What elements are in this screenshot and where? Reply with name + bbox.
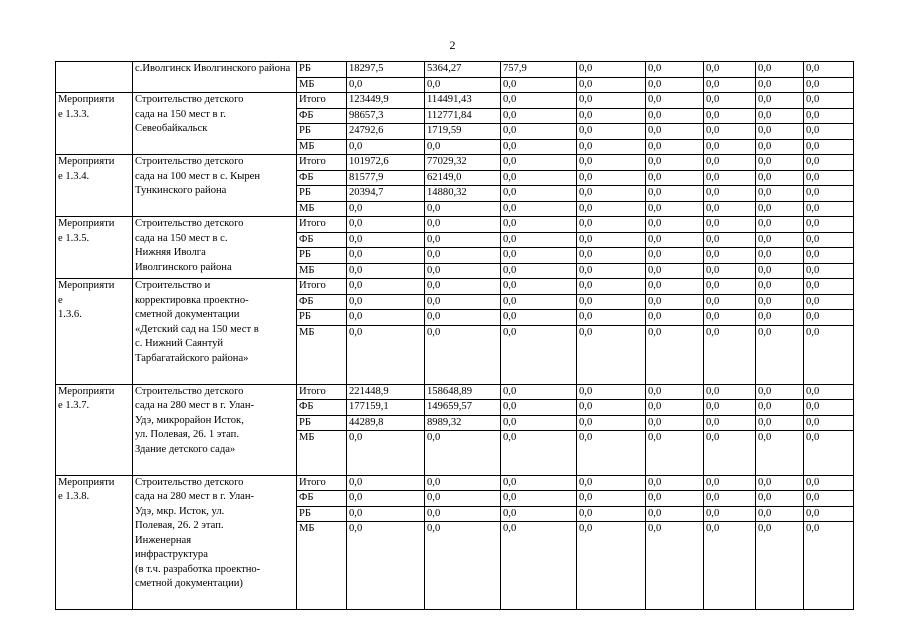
table-body (56, 62, 854, 610)
measure-description: Строительство детского сада на 150 мест в г. Севеобайкальск (133, 93, 297, 155)
value-cell: 0,0 (646, 139, 704, 155)
value-cell: 0,0 (577, 384, 646, 400)
budget-type: Итого (297, 217, 347, 233)
value-cell: 0,0 (804, 108, 854, 124)
value-cell: 0,0 (704, 415, 756, 431)
measure-label: Мероприяти е 1.3.4. (56, 155, 133, 217)
value-cell: 0,0 (646, 294, 704, 310)
financing-table (55, 61, 854, 610)
value-cell: 14880,32 (425, 186, 501, 202)
value-cell: 0,0 (804, 279, 854, 295)
value-cell: 0,0 (577, 506, 646, 522)
table-row (56, 155, 854, 171)
value-cell: 0,0 (501, 155, 577, 171)
value-cell: 0,0 (756, 170, 804, 186)
value-cell: 0,0 (756, 294, 804, 310)
budget-type: ФБ (297, 170, 347, 186)
value-cell: 0,0 (577, 201, 646, 217)
value-cell: 0,0 (756, 279, 804, 295)
budget-type: РБ (297, 506, 347, 522)
value-cell: 101972,6 (347, 155, 425, 171)
value-cell: 0,0 (501, 506, 577, 522)
value-cell: 0,0 (347, 263, 425, 279)
value-cell: 0,0 (756, 400, 804, 416)
value-cell: 0,0 (501, 186, 577, 202)
value-cell: 0,0 (425, 279, 501, 295)
value-cell: 0,0 (804, 506, 854, 522)
budget-type: Итого (297, 155, 347, 171)
table-row (56, 93, 854, 109)
value-cell: 0,0 (646, 263, 704, 279)
value-cell: 0,0 (704, 400, 756, 416)
value-cell: 0,0 (646, 522, 704, 610)
measure-label: Мероприяти е 1.3.7. (56, 384, 133, 475)
value-cell: 123449,9 (347, 93, 425, 109)
budget-type: РБ (297, 124, 347, 140)
value-cell: 0,0 (425, 431, 501, 476)
value-cell: 0,0 (756, 263, 804, 279)
value-cell: 0,0 (804, 155, 854, 171)
value-cell: 0,0 (425, 77, 501, 93)
value-cell: 0,0 (425, 139, 501, 155)
table-row (56, 384, 854, 400)
budget-type: ФБ (297, 232, 347, 248)
value-cell: 0,0 (804, 170, 854, 186)
value-cell: 0,0 (756, 475, 804, 491)
value-cell: 0,0 (704, 77, 756, 93)
value-cell: 0,0 (501, 400, 577, 416)
value-cell: 0,0 (756, 139, 804, 155)
value-cell: 112771,84 (425, 108, 501, 124)
value-cell: 8989,32 (425, 415, 501, 431)
budget-type: Итого (297, 93, 347, 109)
measure-description: Строительство детского сада на 280 мест в г. Улан- Удэ, мкр. Исток, ул. Полевая, 26. 2 этап. Инженерная инфраструктура (в т.ч. разработка проектно- сметной документации) (133, 475, 297, 610)
value-cell: 0,0 (756, 248, 804, 264)
value-cell: 0,0 (501, 93, 577, 109)
value-cell: 0,0 (804, 201, 854, 217)
value-cell: 0,0 (425, 232, 501, 248)
value-cell: 0,0 (804, 294, 854, 310)
value-cell: 0,0 (704, 310, 756, 326)
value-cell: 0,0 (756, 62, 804, 78)
value-cell: 0,0 (646, 491, 704, 507)
value-cell: 0,0 (756, 217, 804, 233)
value-cell: 0,0 (756, 415, 804, 431)
value-cell: 0,0 (577, 108, 646, 124)
value-cell: 0,0 (501, 415, 577, 431)
budget-type: Итого (297, 384, 347, 400)
value-cell: 0,0 (804, 263, 854, 279)
value-cell: 0,0 (347, 491, 425, 507)
value-cell: 0,0 (501, 279, 577, 295)
value-cell: 0,0 (704, 155, 756, 171)
value-cell: 0,0 (756, 506, 804, 522)
value-cell: 0,0 (646, 325, 704, 384)
value-cell: 0,0 (501, 217, 577, 233)
value-cell: 1719,59 (425, 124, 501, 140)
value-cell: 0,0 (756, 108, 804, 124)
value-cell: 0,0 (646, 124, 704, 140)
value-cell: 0,0 (577, 400, 646, 416)
value-cell: 0,0 (646, 475, 704, 491)
value-cell: 0,0 (577, 217, 646, 233)
budget-type: РБ (297, 415, 347, 431)
value-cell: 77029,32 (425, 155, 501, 171)
value-cell: 0,0 (756, 186, 804, 202)
value-cell: 0,0 (646, 415, 704, 431)
value-cell: 0,0 (577, 431, 646, 476)
value-cell: 0,0 (804, 522, 854, 610)
page-number: 2 (449, 38, 456, 52)
value-cell: 0,0 (704, 279, 756, 295)
value-cell: 0,0 (646, 93, 704, 109)
value-cell: 0,0 (501, 294, 577, 310)
value-cell: 0,0 (501, 232, 577, 248)
value-cell: 0,0 (425, 294, 501, 310)
value-cell: 0,0 (756, 431, 804, 476)
budget-type: Итого (297, 279, 347, 295)
value-cell: 0,0 (704, 294, 756, 310)
value-cell: 0,0 (646, 384, 704, 400)
value-cell: 0,0 (704, 62, 756, 78)
value-cell: 149659,57 (425, 400, 501, 416)
value-cell: 0,0 (347, 475, 425, 491)
value-cell: 81577,9 (347, 170, 425, 186)
value-cell: 0,0 (804, 93, 854, 109)
value-cell: 0,0 (704, 186, 756, 202)
value-cell: 0,0 (501, 108, 577, 124)
value-cell: 44289,8 (347, 415, 425, 431)
value-cell: 0,0 (704, 263, 756, 279)
value-cell: 757,9 (501, 62, 577, 78)
value-cell: 0,0 (347, 248, 425, 264)
value-cell: 0,0 (804, 400, 854, 416)
budget-type: МБ (297, 325, 347, 384)
value-cell: 0,0 (646, 279, 704, 295)
value-cell: 0,0 (804, 384, 854, 400)
value-cell: 0,0 (501, 491, 577, 507)
value-cell: 0,0 (577, 415, 646, 431)
value-cell: 0,0 (577, 186, 646, 202)
value-cell: 0,0 (577, 475, 646, 491)
value-cell: 0,0 (425, 248, 501, 264)
table-row (56, 62, 854, 78)
budget-type: Итого (297, 475, 347, 491)
value-cell: 0,0 (646, 186, 704, 202)
value-cell: 0,0 (347, 139, 425, 155)
value-cell: 0,0 (704, 506, 756, 522)
value-cell: 0,0 (756, 77, 804, 93)
budget-type: ФБ (297, 400, 347, 416)
value-cell: 0,0 (646, 108, 704, 124)
value-cell: 0,0 (704, 201, 756, 217)
value-cell: 0,0 (577, 248, 646, 264)
value-cell: 0,0 (577, 93, 646, 109)
table-row (56, 279, 854, 295)
measure-description: Строительство и корректировка проектно- сметной документации «Детский сад на 150 мест в с. Нижний Саянтуй Тарбагатайского района» (133, 279, 297, 385)
value-cell: 0,0 (577, 294, 646, 310)
value-cell: 0,0 (704, 475, 756, 491)
value-cell: 0,0 (756, 522, 804, 610)
value-cell: 0,0 (347, 506, 425, 522)
value-cell: 0,0 (577, 310, 646, 326)
value-cell: 0,0 (756, 310, 804, 326)
value-cell: 0,0 (646, 232, 704, 248)
budget-type: МБ (297, 431, 347, 476)
value-cell: 0,0 (704, 170, 756, 186)
value-cell: 0,0 (577, 139, 646, 155)
budget-type: ФБ (297, 294, 347, 310)
measure-description: с.Иволгинск Иволгинского района (133, 62, 297, 93)
value-cell: 0,0 (704, 248, 756, 264)
value-cell: 0,0 (704, 232, 756, 248)
value-cell: 0,0 (646, 248, 704, 264)
value-cell: 0,0 (347, 217, 425, 233)
value-cell: 0,0 (804, 248, 854, 264)
value-cell: 0,0 (425, 491, 501, 507)
value-cell: 0,0 (425, 201, 501, 217)
value-cell: 0,0 (501, 124, 577, 140)
budget-type: РБ (297, 186, 347, 202)
value-cell: 62149,0 (425, 170, 501, 186)
value-cell: 0,0 (501, 310, 577, 326)
value-cell: 0,0 (347, 294, 425, 310)
table-row (56, 217, 854, 233)
budget-type: РБ (297, 310, 347, 326)
value-cell: 0,0 (704, 93, 756, 109)
value-cell: 0,0 (501, 384, 577, 400)
value-cell: 0,0 (577, 124, 646, 140)
value-cell: 0,0 (501, 325, 577, 384)
value-cell: 0,0 (646, 170, 704, 186)
budget-type: РБ (297, 62, 347, 78)
value-cell: 0,0 (577, 325, 646, 384)
measure-label (56, 62, 133, 93)
value-cell: 0,0 (804, 232, 854, 248)
value-cell: 0,0 (577, 232, 646, 248)
value-cell: 0,0 (756, 491, 804, 507)
measure-label: Мероприяти е 1.3.8. (56, 475, 133, 610)
value-cell: 0,0 (756, 384, 804, 400)
value-cell: 98657,3 (347, 108, 425, 124)
value-cell: 0,0 (425, 310, 501, 326)
measure-description: Строительство детского сада на 280 мест в г. Улан- Удэ, микрорайон Исток, ул. Полевая, 26. 1 этап. Здание детского сада» (133, 384, 297, 475)
value-cell: 0,0 (804, 431, 854, 476)
value-cell: 0,0 (347, 77, 425, 93)
value-cell: 221448,9 (347, 384, 425, 400)
value-cell: 24792,6 (347, 124, 425, 140)
value-cell: 0,0 (756, 93, 804, 109)
value-cell: 0,0 (501, 139, 577, 155)
measure-description: Строительство детского сада на 100 мест в с. Кырен Тункинского района (133, 155, 297, 217)
value-cell: 0,0 (425, 325, 501, 384)
value-cell: 0,0 (347, 201, 425, 217)
value-cell: 0,0 (347, 232, 425, 248)
value-cell: 0,0 (804, 491, 854, 507)
budget-type: РБ (297, 248, 347, 264)
value-cell: 0,0 (646, 201, 704, 217)
value-cell: 0,0 (646, 506, 704, 522)
value-cell: 0,0 (425, 217, 501, 233)
value-cell: 0,0 (646, 310, 704, 326)
value-cell: 0,0 (425, 506, 501, 522)
value-cell: 0,0 (347, 431, 425, 476)
value-cell: 0,0 (756, 325, 804, 384)
value-cell: 0,0 (804, 325, 854, 384)
value-cell: 0,0 (704, 491, 756, 507)
value-cell: 0,0 (646, 431, 704, 476)
value-cell: 0,0 (577, 279, 646, 295)
value-cell: 0,0 (646, 77, 704, 93)
value-cell: 0,0 (646, 155, 704, 171)
value-cell: 0,0 (804, 124, 854, 140)
value-cell: 0,0 (804, 415, 854, 431)
value-cell: 0,0 (756, 232, 804, 248)
budget-type: ФБ (297, 108, 347, 124)
value-cell: 0,0 (804, 217, 854, 233)
value-cell: 0,0 (646, 62, 704, 78)
value-cell: 0,0 (501, 248, 577, 264)
value-cell: 0,0 (804, 139, 854, 155)
value-cell: 0,0 (756, 201, 804, 217)
value-cell: 0,0 (646, 400, 704, 416)
budget-type: МБ (297, 139, 347, 155)
value-cell: 158648,89 (425, 384, 501, 400)
value-cell: 0,0 (501, 263, 577, 279)
budget-type: МБ (297, 201, 347, 217)
value-cell: 0,0 (501, 475, 577, 491)
value-cell: 0,0 (804, 62, 854, 78)
value-cell: 0,0 (501, 170, 577, 186)
measure-label: Мероприяти е 1.3.5. (56, 217, 133, 279)
value-cell: 0,0 (577, 62, 646, 78)
measure-label: Мероприяти е 1.3.3. (56, 93, 133, 155)
value-cell: 0,0 (804, 77, 854, 93)
value-cell: 0,0 (347, 310, 425, 326)
budget-type: МБ (297, 77, 347, 93)
value-cell: 0,0 (577, 522, 646, 610)
budget-type: МБ (297, 522, 347, 610)
value-cell: 0,0 (577, 77, 646, 93)
value-cell: 0,0 (704, 139, 756, 155)
value-cell: 0,0 (646, 217, 704, 233)
value-cell: 0,0 (704, 108, 756, 124)
measure-description: Строительство детского сада на 150 мест в с. Нижняя Иволга Иволгинского района (133, 217, 297, 279)
value-cell: 0,0 (804, 186, 854, 202)
value-cell: 177159,1 (347, 400, 425, 416)
value-cell: 0,0 (425, 475, 501, 491)
value-cell: 20394,7 (347, 186, 425, 202)
measure-label: Мероприяти е 1.3.6. (56, 279, 133, 385)
value-cell: 0,0 (704, 325, 756, 384)
table-row (56, 475, 854, 491)
budget-type: ФБ (297, 491, 347, 507)
value-cell: 0,0 (425, 263, 501, 279)
value-cell: 0,0 (704, 522, 756, 610)
value-cell: 0,0 (501, 431, 577, 476)
value-cell: 114491,43 (425, 93, 501, 109)
value-cell: 0,0 (347, 279, 425, 295)
budget-type: МБ (297, 263, 347, 279)
value-cell: 0,0 (577, 263, 646, 279)
value-cell: 0,0 (804, 475, 854, 491)
value-cell: 0,0 (577, 155, 646, 171)
value-cell: 0,0 (756, 124, 804, 140)
value-cell: 0,0 (577, 491, 646, 507)
value-cell: 0,0 (347, 522, 425, 610)
value-cell: 0,0 (347, 325, 425, 384)
value-cell: 0,0 (704, 217, 756, 233)
value-cell: 0,0 (501, 201, 577, 217)
value-cell: 0,0 (704, 431, 756, 476)
value-cell: 18297,5 (347, 62, 425, 78)
value-cell: 0,0 (425, 522, 501, 610)
value-cell: 0,0 (577, 170, 646, 186)
value-cell: 5364,27 (425, 62, 501, 78)
value-cell: 0,0 (501, 522, 577, 610)
value-cell: 0,0 (501, 77, 577, 93)
value-cell: 0,0 (756, 155, 804, 171)
value-cell: 0,0 (704, 384, 756, 400)
value-cell: 0,0 (804, 310, 854, 326)
value-cell: 0,0 (704, 124, 756, 140)
